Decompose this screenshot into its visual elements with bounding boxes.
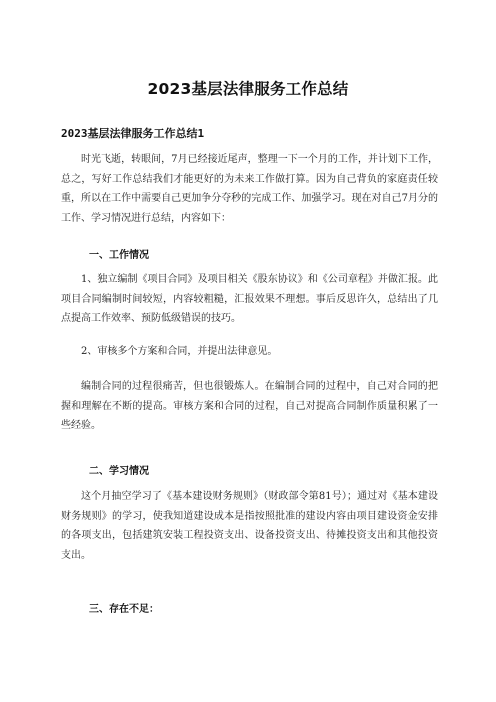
intro-paragraph: 时光飞逝，转眼间，7月已经接近尾声，整理一下一个月的工作，并计划下工作，总之，写好工作总结我们才能更好的为未来工作做打算。因为自己背负的家庭责任较重，所以在工作中需要自己更加争分夺秒的完成工作、加强学习。现在对自己7月分的工作、学习情况进行总结，内容如下：	[61, 154, 438, 224]
work-paragraph-1: 1、独立编制《项目合同》及项目相关《股东协议》和《公司章程》并做汇报。此项目合同编制时间较短，内容较粗糙，汇报效果不理想。事后反思许久，总结出了几点提高工作效率、预防低级错误的技巧。	[61, 274, 438, 324]
heading-work-status: 一、工作情况	[89, 250, 149, 261]
document-title: 2023基层法律服务工作总结	[147, 80, 349, 98]
section-subtitle: 2023基层法律服务工作总结1	[61, 127, 205, 140]
heading-study-status: 二、学习情况	[89, 466, 149, 477]
study-paragraph: 这个月抽空学习了《基本建设财务规则》（财政部令第81号）；通过对《基本建设财务规则》的学习，使我知道建设成本是指按照批准的建设内容由项目建设资金安排的各项支出，包括建筑安装工程投资支出、设备投资支出、待摊投资支出和其他投资支出。	[61, 491, 438, 561]
work-paragraph-2: 2、审核多个方案和合同，并提出法律意见。	[81, 346, 278, 357]
heading-shortcomings: 三、存在不足：	[89, 604, 159, 615]
work-paragraph-3: 编制合同的过程很痛苦，但也很锻炼人。在编制合同的过程中，自己对合同的把握和理解在不断的提高。审核方案和合同的过程，自己对提高合同制作质量积累了一些经验。	[61, 381, 438, 431]
